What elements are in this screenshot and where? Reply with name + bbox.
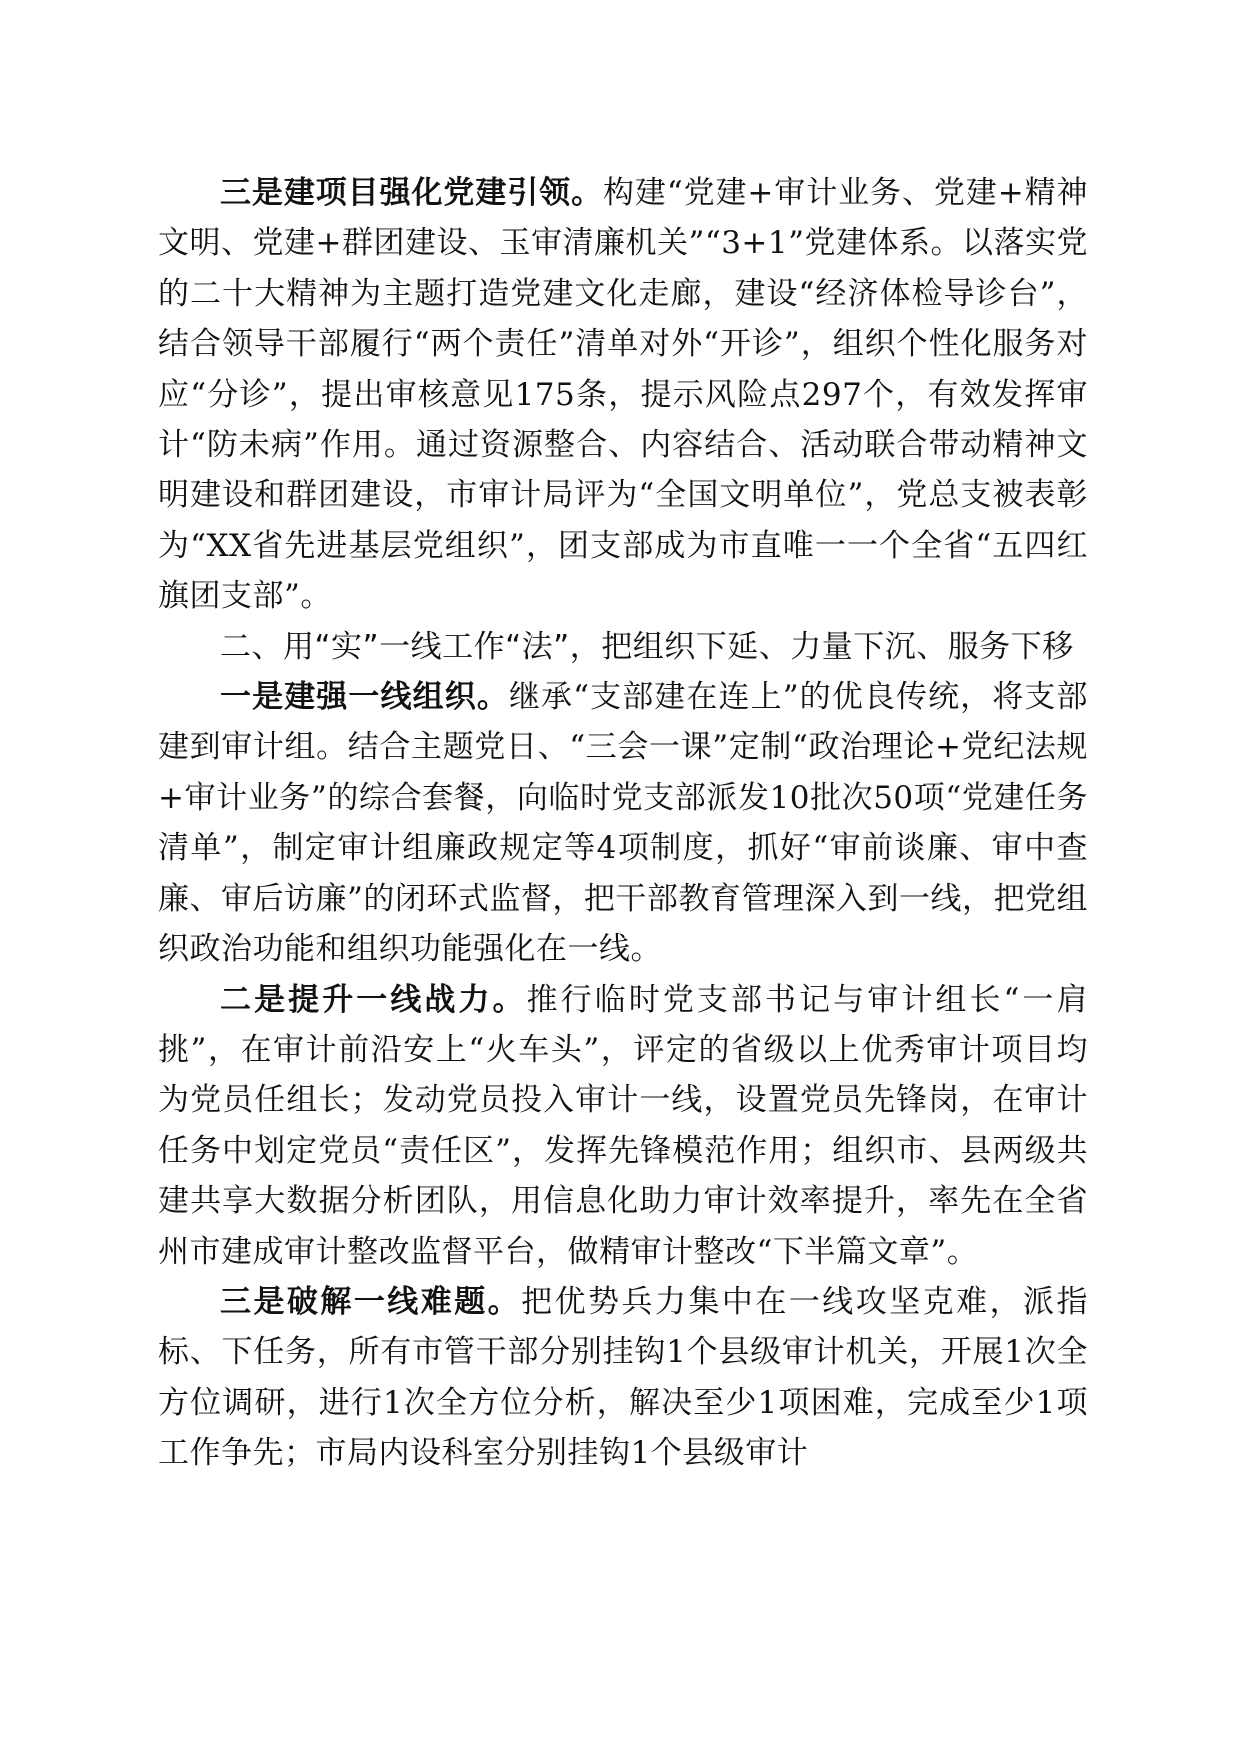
paragraph-frontline-organization: [158, 672, 1088, 974]
paragraph-text: 构建“党建+审计业务、党建+精神文明、党建+群团建设、玉审清廉机关”“3+1”党建体系。以落实党的二十大精神为主题打造党建文化走廊，建设“经济体检导诊台”，结合领导干部履行“两个责任”清单对外“开诊”，组织个性化服务对应“分诊”，提出审核意见175条，提示风险点297个，有效发挥审计“防未病”作用。通过资源整合、内容结合、活动联合带动精神文明建设和群团建设，市审计局评为“全国文明单位”，党总支被表彰为“XX省先进基层党组织”，团支部成为市直唯一一个全省“五四红旗团支部”。: [158, 175, 1089, 615]
paragraph-text: 推行临时党支部书记与审计组长“一肩挑”，在审计前沿安上“火车头”，评定的省级以上优秀审计项目均为党员任组长；发动党员投入审计一线，设置党员先锋岗，在审计任务中划定党员“责任区”，发挥先锋模范作用；组织市、县两级共建共享大数据分析团队，用信息化助力审计效率提升，率先在全省州市建成审计整改监督平台，做精审计整改“下半篇文章”。: [158, 981, 1088, 1270]
document-body: [158, 168, 1088, 1479]
paragraph-text: 把优势兵力集中在一线攻坚克难，派指标、下任务，所有市管干部分别挂钩1个县级审计机关，开展1次全方位调研，进行1次全方位分析，解决至少1项困难，完成至少1项工作争先；市局内设科室分别挂钩1个县级审计: [158, 1283, 1088, 1472]
paragraph-party-building-guidance: [158, 168, 1088, 622]
section-heading: 二、用“实”一线工作“法”，把组织下延、力量下沉、服务下移: [220, 628, 1074, 665]
paragraph-lead: 三是建项目强化党建引领。: [220, 175, 603, 211]
paragraph-frontline-strength: [158, 975, 1088, 1277]
paragraph-text: 继承“支部建在连上”的优良传统，将支部建到审计组。结合主题党日、“三会一课”定制“政治理论+党纪法规+审计业务”的综合套餐，向临时党支部派发10批次50项“党建任务清单”，制定审计组廉政规定等4项制度，抓好“审前谈廉、审中查廉、审后访廉”的闭环式监督，把干部教育管理深入到一线，把党组织政治功能和组织功能强化在一线。: [158, 679, 1088, 968]
paragraph-lead: 一是建强一线组织。: [220, 679, 509, 716]
paragraph-lead: 三是破解一线难题。: [220, 1283, 522, 1320]
paragraph-lead: 二是提升一线战力。: [220, 981, 527, 1018]
paragraph-frontline-problems: [158, 1277, 1088, 1479]
